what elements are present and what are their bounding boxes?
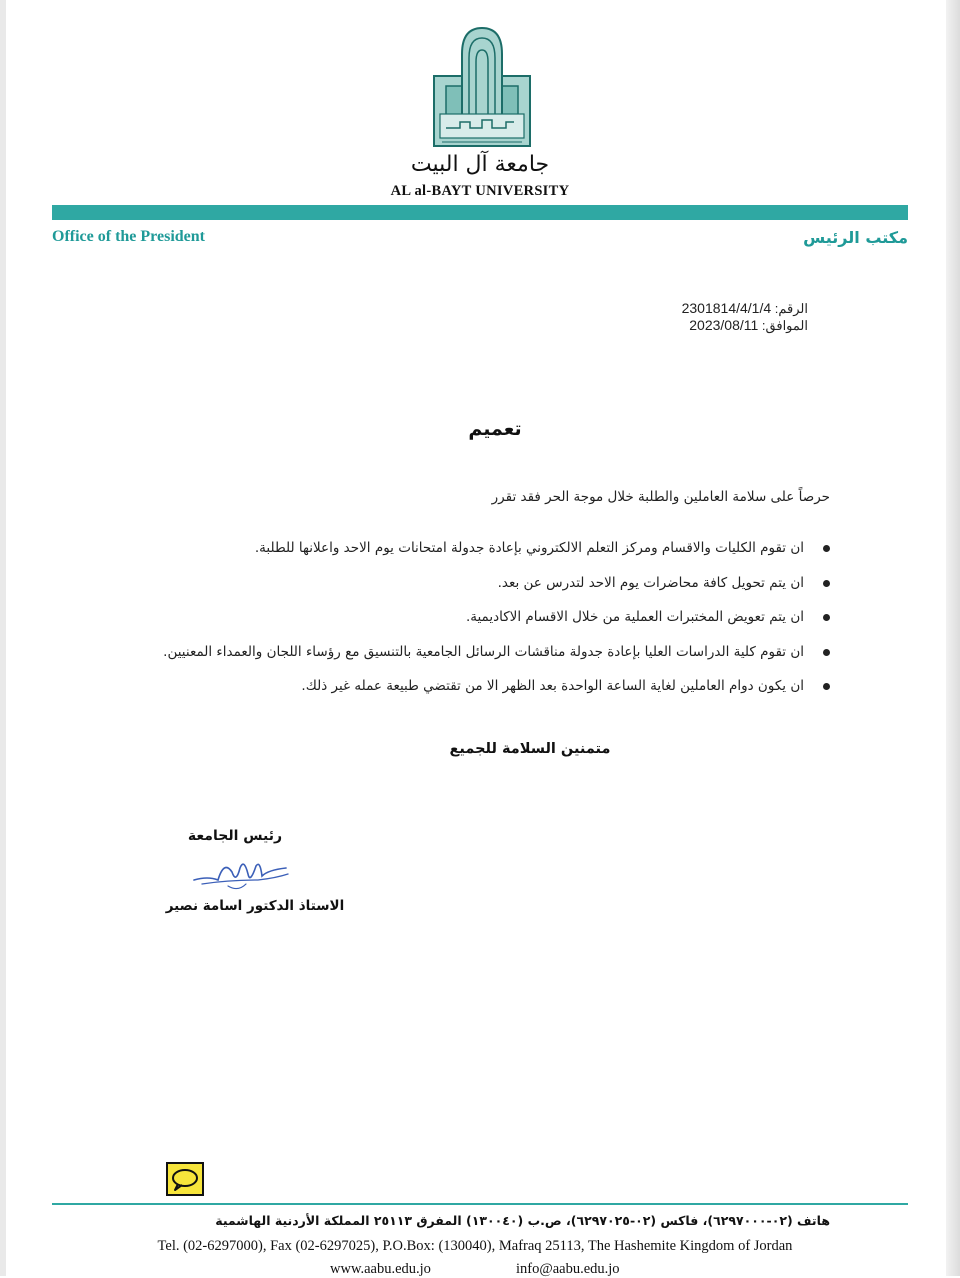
reference-date-value: 2023/08/11: [689, 317, 759, 333]
university-name-arabic: جامعة آل البيت: [410, 152, 550, 177]
list-item: ان تقوم الكليات والاقسام ومركز التعلم الالكتروني بإعادة جدولة امتحانات يوم الاحد واعلانها للطلبة.: [104, 536, 804, 571]
university-name-english: AL al-BAYT UNIVERSITY: [390, 183, 570, 199]
bullet-icon: [823, 545, 830, 552]
memo-intro: حرصاً على سلامة العاملين والطلبة خلال موجة الحر فقد تقرر: [491, 489, 830, 505]
footer-contact-arabic: هاتف (٠٢-٦٢٩٧٠٠٠)، فاكس (٠٢-٦٢٩٧٠٢٥)، ص.ب (١٣٠٠٤٠) المفرق ٢٥١١٣ المملكة الأردنية الهاشمية: [215, 1213, 830, 1228]
memo-subject: تعميم: [468, 418, 522, 440]
list-item: ان يتم تحويل كافة محاضرات يوم الاحد لتدرس عن بعد.: [104, 571, 804, 606]
office-title-arabic: مكتب الرئيس: [803, 228, 908, 247]
closing-line: متمنين السلامة للجميع: [449, 741, 611, 757]
list-item: ان يتم تعويض المختبرات العملية من خلال الاقسام الاكاديمية.: [104, 605, 804, 640]
footer-contact-english: Tel. (02-6297000), Fax (02-6297025), P.O.Box: (130040), Mafraq 25113, The Hashemite Kingdom of Jordan: [157, 1238, 793, 1254]
signatory-name: الاستاذ الدكتور اسامة نصير: [165, 898, 345, 914]
comment-annotation-icon[interactable]: [166, 1162, 204, 1196]
reference-date-label: الموافق:: [761, 318, 808, 333]
list-item: ان تقوم كلية الدراسات العليا بإعادة جدولة مناقشات الرسائل الجامعية بالتنسيق مع رؤساء اللجان والعمداء المعنيين.: [104, 640, 804, 675]
reference-number-row: [682, 300, 808, 317]
reference-date-row: [682, 317, 808, 334]
university-logo: [432, 24, 532, 150]
bullet-icon: [823, 683, 830, 690]
handwritten-signature: [188, 850, 298, 896]
decision-list: [104, 536, 804, 709]
bullet-icon: [823, 580, 830, 587]
list-item: ان يكون دوام العاملين لغاية الساعة الواحدة بعد الظهر الا من تقتضي طبيعة عمله غير ذلك.: [104, 674, 804, 709]
signatory-title: رئيس الجامعة: [187, 828, 283, 844]
reference-number-value: 2301814/4/1/4: [681, 300, 772, 316]
footer-email-link[interactable]: info@aabu.edu.jo: [516, 1261, 620, 1277]
speech-bubble-icon: [168, 1164, 202, 1194]
office-title-english: Office of the President: [52, 228, 205, 245]
bullet-icon: [823, 614, 830, 621]
footer-website-link[interactable]: www.aabu.edu.jo: [330, 1261, 431, 1277]
page-edge-left: [0, 0, 6, 1276]
reference-number-label: الرقم:: [774, 301, 808, 316]
header-band: [52, 205, 908, 220]
reference-block: [682, 300, 808, 334]
footer-divider: [52, 1203, 908, 1205]
bullet-icon: [823, 649, 830, 656]
page-edge-right: [946, 0, 960, 1276]
